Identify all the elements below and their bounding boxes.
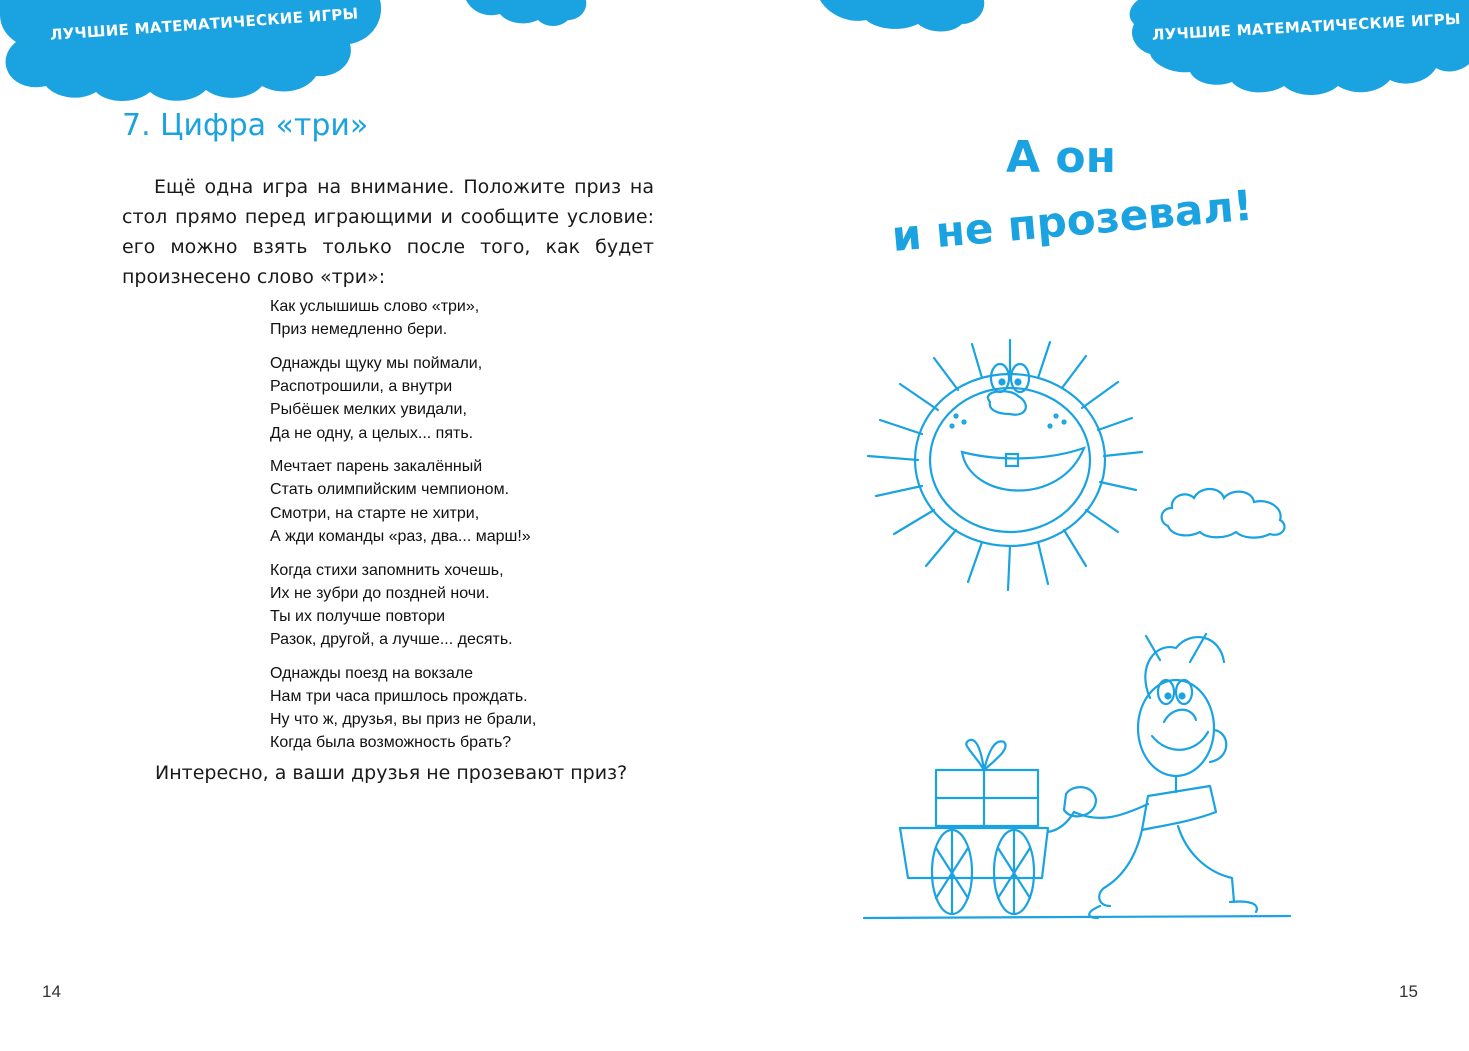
poem-line: Мечтает парень закалённый	[270, 458, 483, 476]
left-page	[0, 0, 734, 1051]
right-page	[734, 0, 1469, 1051]
poem-line: Распотрошили, а внутри	[270, 378, 453, 396]
header-cloud-icon	[0, 0, 734, 110]
slogan-line-1: А он	[1006, 132, 1116, 183]
poem-line: Как услышишь слово «три»,	[270, 298, 480, 315]
poem-line: Однажды поезд на вокзале	[270, 664, 474, 682]
page-number: 14	[42, 982, 61, 1001]
poem-stanza	[270, 662, 650, 755]
smiling-sun-drawing-icon	[860, 330, 1150, 600]
poem-line: Однажды щуку мы поймали,	[270, 354, 483, 372]
poem-line: Разок, другой, а лучше... десять.	[270, 631, 513, 649]
poem	[270, 295, 650, 765]
poem-line: Когда стихи запомнить хочешь,	[270, 561, 504, 579]
poem-line: Ты их получше повтори	[270, 607, 446, 625]
poem-stanza	[270, 455, 650, 548]
poem-line: Когда была возможность брать?	[270, 734, 512, 752]
closing-question: Интересно, а ваши друзья не прозевают приз?	[155, 762, 628, 784]
poem-stanza	[270, 295, 650, 341]
running-header: ЛУЧШИЕ МАТЕМАТИЧЕСКИЕ ИГРЫ	[49, 4, 360, 44]
page-number: 15	[1399, 982, 1418, 1001]
poem-line: Смотри, на старте не хитри,	[270, 504, 480, 522]
running-header: ЛУЧШИЕ МАТЕМАТИЧЕСКИЕ ИГРЫ	[1151, 9, 1462, 44]
poem-line: А жди команды «раз, два... марш!»	[270, 527, 531, 545]
poem-line: Приз немедленно бери.	[270, 321, 448, 339]
poem-stanza	[270, 352, 650, 445]
boy-pulling-cart-drawing-icon	[860, 626, 1296, 926]
section-title: 7. Цифра «три»	[122, 108, 369, 143]
intro-paragraph: Ещё одна игра на внимание. Положите приз на стол прямо перед играющими и сообщите условие: его можно взять только после того, как будет произнесено слово «три»:	[122, 176, 654, 288]
poem-line: Ну что ж, друзья, вы приз не брали,	[270, 711, 537, 729]
small-cloud-drawing-icon	[1158, 482, 1292, 542]
poem-line: Стать олимпийским чемпионом.	[270, 481, 510, 499]
poem-line: Нам три часа пришлось прождать.	[270, 688, 528, 706]
poem-line: Да не одну, а целых... пять.	[270, 424, 474, 442]
slogan-line-2: и не прозевал!	[889, 180, 1255, 261]
poem-stanza	[270, 559, 650, 652]
poem-line: Рыбёшек мелких увидали,	[270, 401, 467, 419]
poem-line: Их не зубри до поздней ночи.	[270, 584, 490, 602]
